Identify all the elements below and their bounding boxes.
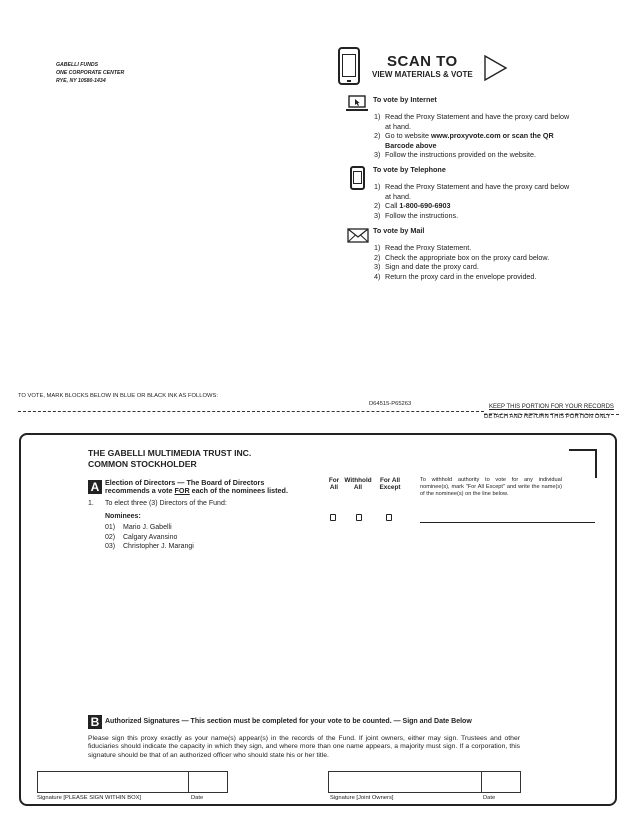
cut-line [18,411,484,412]
for-all-except-checkbox[interactable] [386,514,392,521]
col-for-all: For All [328,477,340,491]
list-item: 2) Check the appropriate box on the proxy card below. [374,252,550,262]
joint-date-label: Date [483,795,496,801]
list-item: 02) Calgary Avansino [105,533,178,541]
list-item: 3) Sign and date the proxy card. [374,262,479,271]
signature-box[interactable] [37,771,189,793]
sender-city: RYE, NY 10580-1434 [56,78,106,84]
list-item: 2) Call 1-800-690-6903 [374,201,451,210]
joint-signature-box[interactable] [328,771,482,793]
control-code: D64515-P65263 [369,401,412,407]
section-a-recommendation: recommends a vote FOR each of the nominees listed. [105,486,288,495]
internet-steps [374,112,574,160]
holder-type: COMMON STOCKHOLDER [88,459,197,469]
list-item: 03) Christopher J. Marangi [105,543,194,551]
phone-icon [350,166,365,190]
keep-portion-label: KEEP THIS PORTION FOR YOUR RECORDS [489,404,614,410]
section-a-title: Election of Directors — The Board of Directors [105,478,265,487]
nominee-list [105,523,194,552]
proposal-text: To elect three (3) Directors of the Fund: [105,500,227,507]
fund-name: THE GABELLI MULTIMEDIA TRUST INC. [88,448,252,458]
section-b-instructions: Please sign this proxy exactly as your name(s) appear(s) in the records of the Fund. If joint owners, either may sign. Trustees and other fiduciaries should indicate the capacity in which they sign, and where more than one name appears, a majority must sign. If a corporation, this signature should be that of an authorized officer who should state his or her title. [88,735,520,759]
scan-title: SCAN TO [387,53,458,70]
date-label: Date [191,795,204,801]
sender-street: ONE CORPORATE CENTER [56,70,125,76]
list-item: 3) Follow the instructions provided on the website. [374,150,537,159]
telephone-steps [374,182,574,220]
withhold-all-checkbox[interactable] [356,514,362,521]
for-all-checkbox[interactable] [330,514,336,521]
internet-heading: To vote by Internet [373,95,437,104]
list-item: 1) Read the Proxy Statement and have the proxy card below at hand. [374,182,570,201]
call-step-text: Call 1-800-690-6903 [385,201,451,210]
list-item: 3) Follow the instructions. [374,210,459,220]
proposal-number: 1. [88,500,94,507]
telephone-heading: To vote by Telephone [373,165,446,174]
scan-subtitle: VIEW MATERIALS & VOTE [372,70,473,79]
mail-heading: To vote by Mail [373,226,425,235]
list-item: 01) Mario J. Gabelli [105,524,172,531]
sender-name: GABELLI FUNDS [56,62,99,68]
col-for-all-except: For All Except [379,477,401,491]
registration-corner-mark [569,449,597,478]
joint-signature-label: Signature [Joint Owners] [330,795,394,801]
signature-label: Signature [PLEASE SIGN WITHIN BOX] [37,795,142,801]
section-b-title: Authorized Signatures — This section must be completed for your vote to be counted. — Sign and Date Below [105,718,472,725]
laptop-icon [346,95,368,113]
mail-steps [374,243,574,281]
list-item: 4) Return the proxy card in the envelope provided. [374,271,537,281]
withhold-instruction: To withhold authority to vote for any individual nominee(s), mark "For All Except" and write the name(s) of the nominee(s) on the line below. [420,477,562,497]
list-item: 1) Read the Proxy Statement and have the proxy card below at hand. [374,112,570,131]
section-a-badge: A [88,480,102,494]
section-b-badge: B [88,715,102,729]
col-withhold-all: Withhold All [344,477,372,491]
envelope-icon [347,228,369,243]
nominee-exception-line[interactable] [420,522,595,523]
list-item: 2) Go to website www.proxyvote.com or scan the QR Barcode above [374,131,554,150]
list-item: 1) Read the Proxy Statement. [374,243,472,252]
website-step-text: Go to website www.proxyvote.com or scan the QR Barcode above [385,131,554,150]
smartphone-icon [338,47,360,85]
joint-date-box[interactable] [481,771,521,793]
ink-instruction: TO VOTE, MARK BLOCKS BELOW IN BLUE OR BLACK INK AS FOLLOWS: [18,393,218,399]
nominees-label: Nominees: [105,513,141,520]
date-box[interactable] [188,771,228,793]
sender-address [56,61,124,85]
play-triangle-icon [484,55,508,81]
detach-portion-label: DETACH AND RETURN THIS PORTION ONLY [484,414,611,420]
